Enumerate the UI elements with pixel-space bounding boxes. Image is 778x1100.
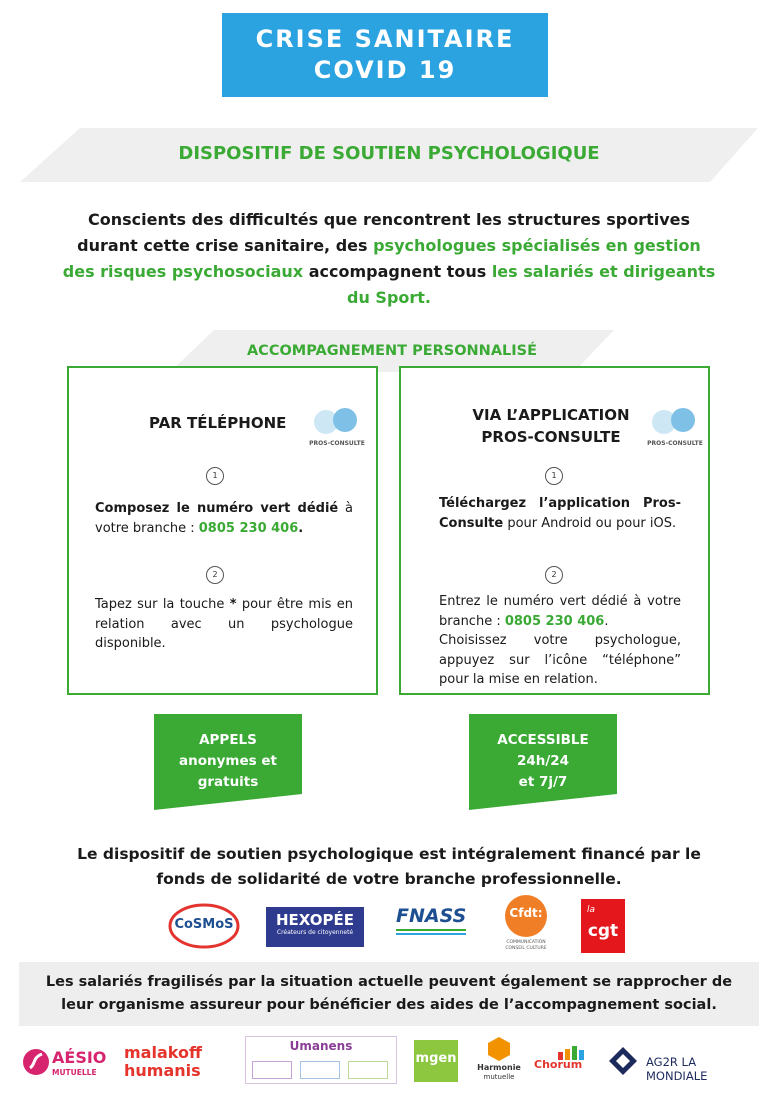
card-phone-step-2: [95, 595, 353, 654]
pros-consulte-logo-text: PROS-CONSULTE: [647, 440, 703, 447]
aesio-logo-text: AÉSIO: [52, 1048, 107, 1067]
mgen-logo-text: mgen: [415, 1051, 457, 1066]
cosmos-logo: [168, 902, 240, 950]
hexopee-logo-text: HEXOPÉE: [275, 911, 355, 929]
cfdt-logo: [498, 894, 554, 958]
card-app-title: [451, 404, 651, 448]
card-phone-step-1: [95, 499, 353, 538]
step-2-badge: 2: [206, 566, 224, 584]
step-2-text-b: pour être mis en relation avec un psychologue disponible.: [95, 597, 353, 651]
pros-consulte-logo-text: PROS-CONSULTE: [309, 440, 365, 447]
pill-right-line-1: ACCESSIBLE: [497, 732, 589, 748]
fnass-logo: [396, 905, 476, 945]
step-1-badge: 1: [206, 467, 224, 485]
malakoff-logo-text: malakoff: [124, 1043, 202, 1062]
step-1-bold: Téléchargez l’application Pros-Consulte: [439, 496, 681, 531]
step-1-bold: Composez le numéro vert dédié: [95, 501, 339, 516]
aesio-logo-sub: MUTUELLE: [52, 1068, 97, 1077]
intro-paragraph: [62, 207, 716, 311]
chorum-logo: [534, 1042, 594, 1082]
page-title: [222, 13, 548, 97]
step-1-text: à votre branche :: [95, 501, 353, 536]
hexopee-logo: [266, 907, 364, 947]
title-line-1: CRISE SANITAIRE: [255, 25, 515, 53]
star-key: *: [229, 597, 237, 612]
malakoff-humanis-logo: [124, 1044, 230, 1084]
step-1-text: pour Android ou pour iOS.: [503, 515, 677, 531]
pros-consulte-logo: [309, 408, 365, 450]
intro-highlight-1: psychologues spécialisés en gestion des risques psychosociaux: [62, 236, 701, 281]
card-app-title-2: PROS-CONSULTE: [481, 428, 621, 446]
card-app-step-1: [439, 494, 681, 533]
section-title-1: DISPOSITIF DE SOUTIEN PSYCHOLOGIQUE: [178, 143, 600, 164]
ag2r-logo-text: AG2R LA MONDIALE: [646, 1055, 708, 1083]
cfdt-logo-sub: COMMUNICATION CONSEIL CULTURE: [505, 940, 547, 951]
phone-number: 0805 230 406: [504, 613, 605, 629]
financed-text: Le dispositif de soutien psychologique est intégralement financé par le fonds de solidarité de votre branche professionnelle.: [77, 845, 701, 888]
pill-left-line-2: anonymes et: [179, 753, 277, 769]
pill-right-line-3: et 7j/7: [518, 774, 568, 790]
harmonie-logo-text: Harmonie: [477, 1063, 521, 1072]
step-2-text-c: Choisissez votre psychologue, appuyez sur l’icône “téléphone” pour la mise en relation.: [439, 633, 681, 687]
pill-left-line-3: gratuits: [197, 774, 259, 790]
cosmos-logo-text: CoSMoS: [174, 917, 234, 932]
intro-text-1: Conscients des difficultés que rencontrent les structures sportives durant cette crise sanitaire, des: [77, 210, 691, 255]
phone-number: 0805 230 406: [198, 520, 299, 536]
umanens-logo: [245, 1036, 397, 1084]
harmonie-logo-sub: mutuelle: [483, 1073, 515, 1081]
humanis-logo-text: humanis: [124, 1061, 201, 1080]
pill-accessible: [469, 730, 617, 793]
step-2-text-b: .: [604, 613, 609, 629]
card-app-step-2: [439, 592, 681, 690]
card-app: [399, 366, 710, 695]
fnass-logo-text: FNASS: [396, 905, 467, 927]
card-app-title-1: VIA L’APPLICATION: [472, 406, 630, 424]
card-phone: [67, 366, 378, 695]
step-1-badge: 1: [545, 467, 563, 485]
cgt-logo: [581, 899, 625, 953]
intro-text-2: accompagnent tous: [303, 262, 492, 281]
aesio-logo: [22, 1044, 114, 1082]
umanens-logo-text: Umanens: [289, 1039, 353, 1053]
pill-left-line-1: APPELS: [199, 732, 257, 748]
step-2-text-a: Entrez le numéro vert dédié à votre branche :: [439, 594, 681, 629]
card-phone-title: PAR TÉLÉPHONE: [149, 414, 287, 432]
pill-anonymous: [154, 730, 302, 793]
cgt-logo-text: cgt: [587, 921, 619, 941]
step-2-badge: 2: [545, 566, 563, 584]
mgen-logo: [414, 1040, 458, 1082]
chorum-logo-text: Chorum: [534, 1058, 583, 1071]
step-2-text-a: Tapez sur la touche: [95, 597, 230, 612]
title-line-2: COVID 19: [313, 56, 457, 84]
section-title-2: ACCOMPAGNEMENT PERSONNALISÉ: [246, 343, 538, 359]
pros-consulte-logo: [647, 408, 703, 450]
insurer-note-text: Les salariés fragilisés par la situation actuelle peuvent également se rapprocher de leur organisme assureur pour bénéficier des aides de l’accompagnement social.: [45, 974, 733, 1013]
pill-right-line-2: 24h/24: [516, 753, 570, 769]
intro-highlight-2: les salariés et dirigeants du Sport.: [347, 262, 716, 307]
ag2r-logo: [608, 1046, 758, 1083]
step-1-end: .: [298, 520, 304, 536]
cfdt-logo-text: Cfdt:: [509, 906, 543, 920]
harmonie-logo: [476, 1036, 522, 1088]
cgt-logo-la: la: [587, 905, 596, 915]
hexopee-logo-sub: Créateurs de citoyenneté: [276, 929, 354, 936]
